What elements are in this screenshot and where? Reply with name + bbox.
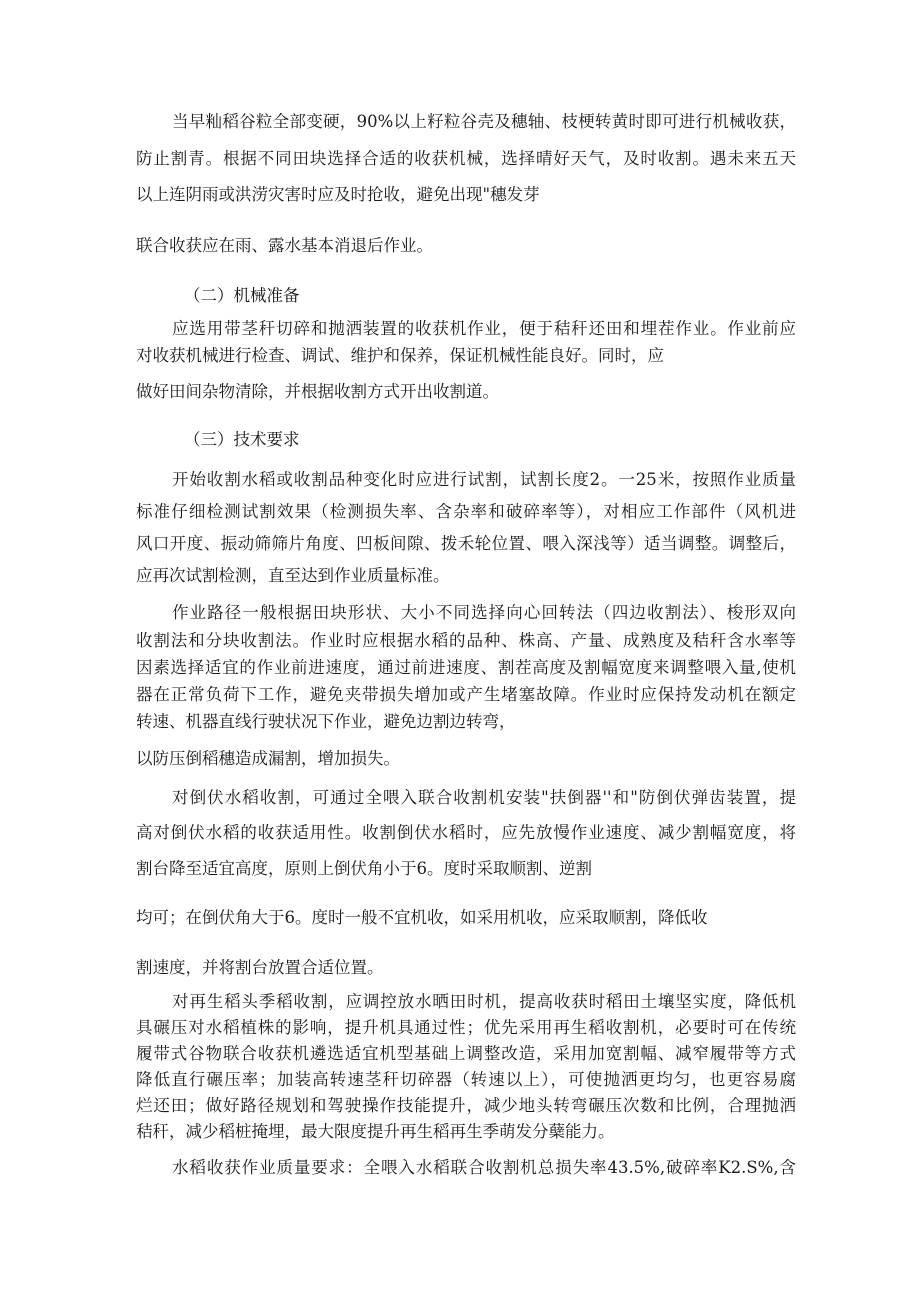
- paragraph-line: 以上连阴雨或洪涝灾害时应及时抢收，避免出现"穗发芽: [136, 185, 540, 204]
- paragraph-line: 高对倒伏水稻的收获适用性。收割倒伏水稻时，应先放慢作业速度、减少割幅宽度，将: [136, 823, 796, 842]
- paragraph-line: 因素选择适宜的作业前进速度，通过前进速度、割茬高度及割幅宽度来调整喂入量,使机: [136, 658, 796, 677]
- paragraph-line: 对收获机械进行检查、调试、维护和保养，保证机械性能良好。同时，应: [136, 346, 664, 365]
- paragraph-line: 联合收获应在雨、露水基本消退后作业。: [136, 236, 433, 255]
- paragraph-line: 均可；在倒伏角大于6。度时一般不宜机收，如采用机收，应采取顺割，降低收: [136, 908, 708, 927]
- paragraph-line: 应选用带茎秆切碎和抛洒装置的收获机作业，便于秸秆还田和埋茬作业。作业前应: [172, 319, 796, 338]
- paragraph-line: 应再次试割检测，直至达到作业质量标准。: [136, 566, 450, 585]
- paragraph-line: 作业路径一般根据田块形状、大小不同选择向心回转法（四边收割法）、梭形双向: [172, 603, 796, 622]
- section-heading-technical: （三）技术要求: [184, 430, 300, 449]
- paragraph-line: 以防压倒稻穗造成漏割，增加损失。: [136, 749, 400, 768]
- paragraph-line: 防止割青。根据不同田块选择合适的收获机械，选择晴好天气，及时收割。遇未来五天: [136, 149, 796, 168]
- paragraph-line: 当早籼稻谷粒全部变硬，90%以上籽粒谷壳及穗轴、枝梗转黄时即可进行机械收获，: [172, 112, 796, 131]
- paragraph-line: 具碾压对水稻植株的影响，提升机具通过性；优先采用再生稻收割机，必要时可在传统: [136, 1018, 796, 1037]
- paragraph-line: 标准仔细检测试割效果（检测损失率、含杂率和破碎率等），对相应工作部件（风机进: [136, 502, 796, 521]
- paragraph-line: 开始收割水稻或收割品种变化时应进行试割，试割长度2。一25米，按照作业质量: [172, 470, 796, 489]
- paragraph-line: 秸秆，减少稻桩掩埋，最大限度提升再生稻再生季萌发分蘖能力。: [136, 1122, 615, 1141]
- paragraph-line: 割速度，并将割台放置合适位置。: [136, 958, 384, 977]
- section-heading-machinery: （二）机械准备: [184, 286, 300, 305]
- paragraph-line: 水稻收获作业质量要求：全喂入水稻联合收割机总损失率43.5%,破碎率K2.S%,含: [172, 1158, 796, 1177]
- paragraph-line: 烂还田；做好路径规划和驾驶操作技能提升，减少地头转弯碾压次数和比例，合理抛洒: [136, 1096, 796, 1115]
- paragraph-line: 做好田间杂物清除，并根据收割方式开出收割道。: [136, 382, 499, 401]
- paragraph-line: 转速、机器直线行驶状况下作业，避免边割边转弯，: [136, 712, 516, 731]
- paragraph-line: 履带式谷物联合收获机遴选适宜机型基础上调整改造，采用加宽割幅、减窄履带等方式: [136, 1044, 796, 1063]
- paragraph-line: 对倒伏水稻收割，可通过全喂入联合收割机安装"扶倒器''和"防倒伏弹齿装置，提: [172, 788, 796, 807]
- paragraph-line: 器在正常负荷下工作，避免夹带损失增加或产生堵塞故障。作业时应保持发动机在额定: [136, 685, 796, 704]
- paragraph-line: 收割法和分块收割法。作业时应根据水稻的品种、株高、产量、成熟度及秸秆含水率等: [136, 631, 796, 650]
- paragraph-line: 降低直行碾压率；加装高转速茎秆切碎器（转速以上），可使抛洒更均匀，也更容易腐: [136, 1070, 796, 1089]
- paragraph-line: 对再生稻头季稻收割，应调控放水晒田时机，提高收获时稻田土壤坚实度，降低机: [172, 992, 796, 1011]
- paragraph-line: 割台降至适宜高度，原则上倒伏角小于6。度时采取顺割、逆割: [136, 859, 592, 878]
- paragraph-line: 风口开度、振动筛筛片角度、凹板间隙、拨禾轮位置、喂入深浅等）适当调整。调整后，: [136, 534, 796, 553]
